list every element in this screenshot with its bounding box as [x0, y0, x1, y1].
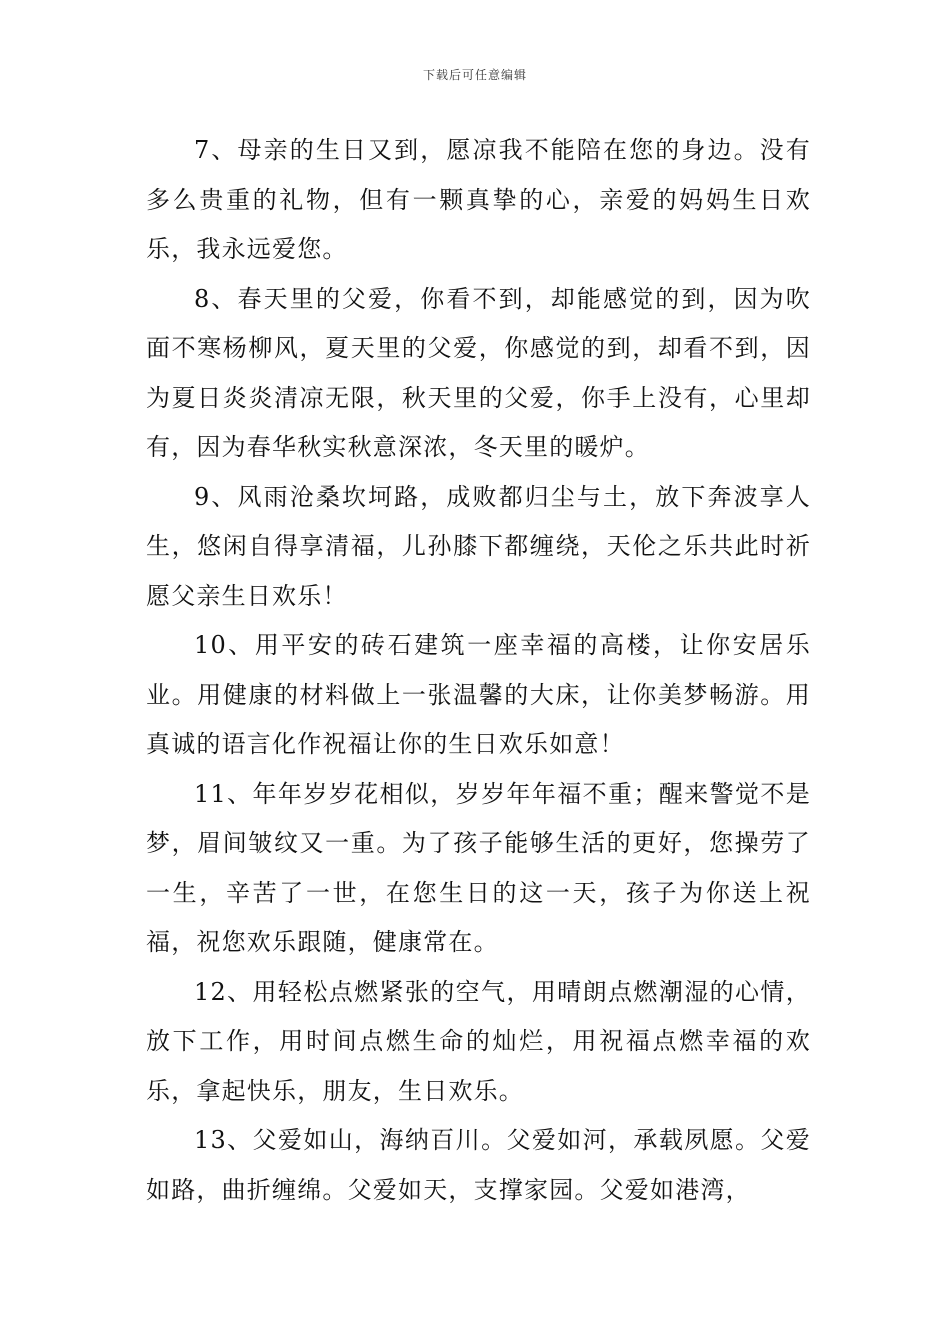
paragraph-13: 13、父爱如山，海纳百川。父爱如河，承载夙愿。父爱如路，曲折缠绵。父爱如天，支撑家园。父爱如港湾，: [146, 1126, 811, 1204]
paragraph-11: 11、年年岁岁花相似，岁岁年年福不重；醒来警觉不是梦，眉间皱纹又一重。为了孩子能够生活的更好，您操劳了一生，辛苦了一世，在您生日的这一天，孩子为你送上祝福，祝您欢乐跟随，健康常在。: [146, 779, 811, 956]
document-body: [146, 126, 811, 1215]
paragraph-10: 10、用平安的砖石建筑一座幸福的高楼，让你安居乐业。用健康的材料做上一张温馨的大床，让你美梦畅游。用真诚的语言化作祝福让你的生日欢乐如意！: [146, 631, 811, 758]
paragraph-9: 9、风雨沧桑坎坷路，成败都归尘与土，放下奔波享人生，悠闲自得享清福，儿孙膝下都缠绕，天伦之乐共此时祈愿父亲生日欢乐！: [146, 482, 811, 610]
page-header-note: 下载后可任意编辑: [422, 68, 527, 82]
paragraph-8: 8、春天里的父爱，你看不到，却能感觉的到，因为吹面不寒杨柳风，夏天里的父爱，你感觉的到，却看不到，因为夏日炎炎清凉无限，秋天里的父爱，你手上没有，心里却有，因为春华秋实秋意深浓，冬天里的暖炉。: [146, 284, 811, 461]
paragraph-7: 7、母亲的生日又到，愿凉我不能陪在您的身边。没有多么贵重的礼物，但有一颗真挚的心，亲爱的妈妈生日欢乐，我永远爱您。: [146, 136, 811, 263]
paragraph-12: 12、用轻松点燃紧张的空气，用晴朗点燃潮湿的心情，放下工作，用时间点燃生命的灿烂，用祝福点燃幸福的欢乐，拿起快乐，朋友，生日欢乐。: [146, 977, 811, 1105]
